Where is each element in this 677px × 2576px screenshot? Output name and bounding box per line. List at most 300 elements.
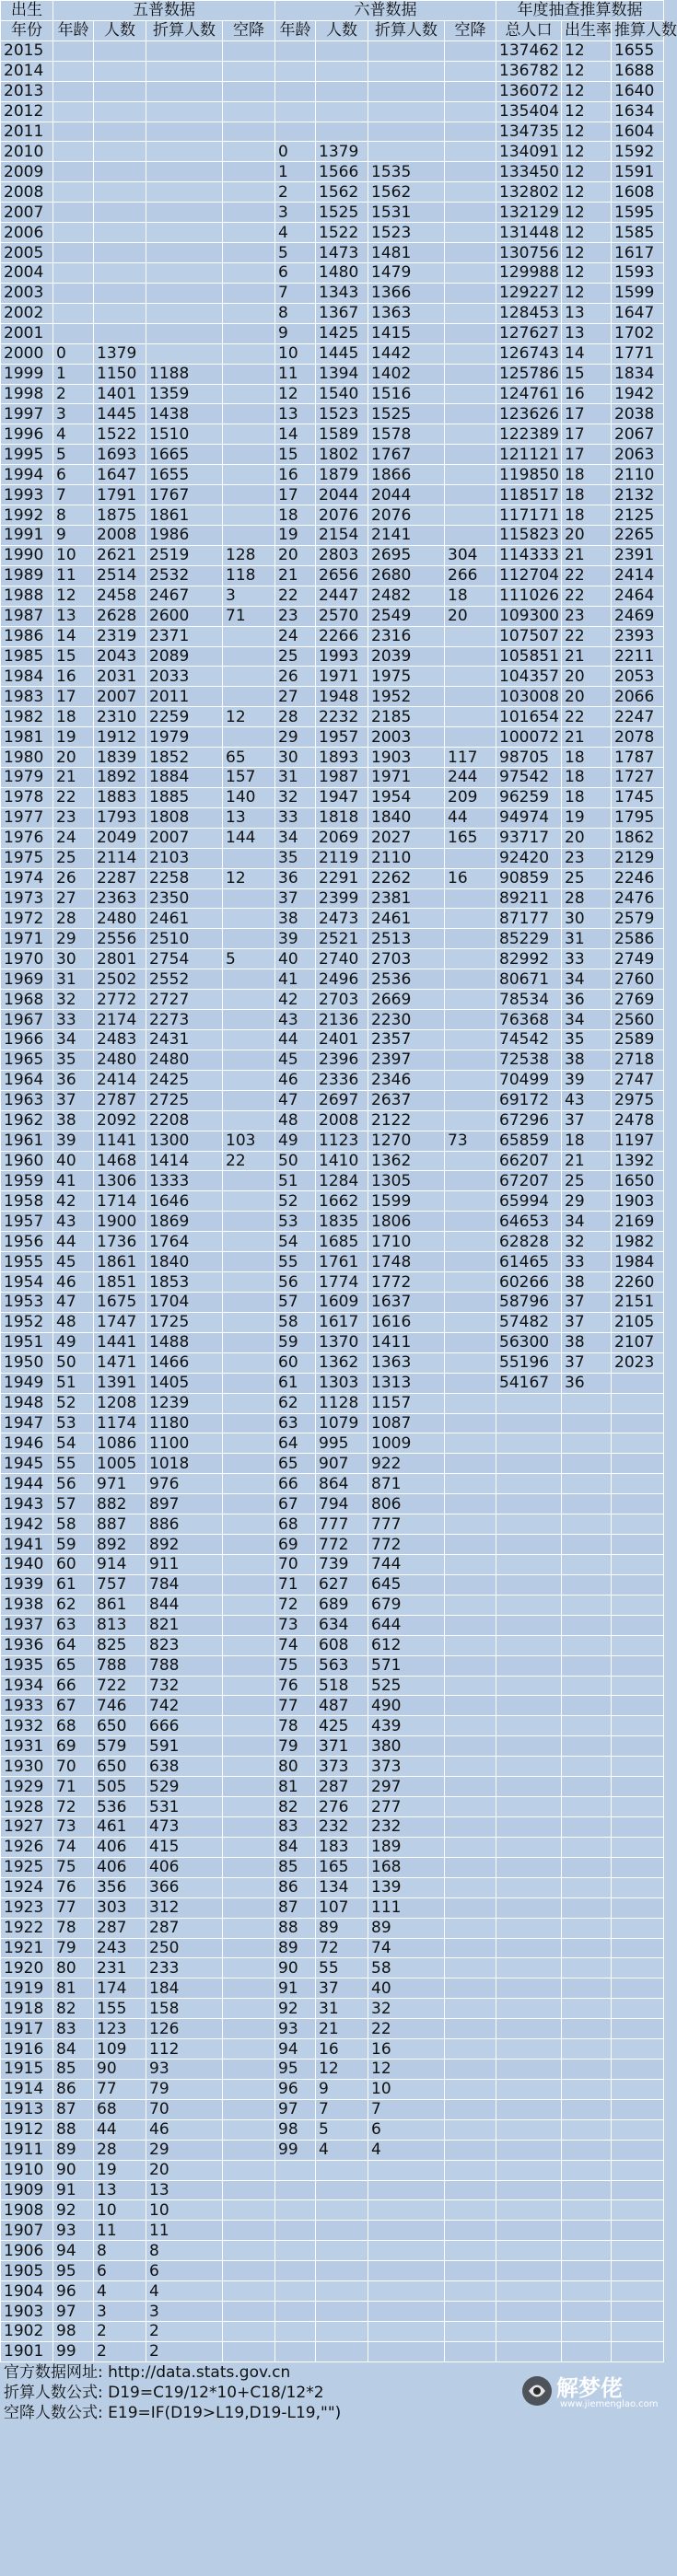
table-row [1, 445, 664, 465]
cell-wupu-people [94, 283, 146, 303]
cell-wupu-gap [223, 1615, 275, 1635]
cell-liupu-gap [445, 1897, 496, 1918]
cell-wupu-gap [223, 1797, 275, 1817]
cell-wupu-converted: 1510 [146, 424, 223, 445]
cell-birth-rate [562, 2261, 612, 2281]
cell-birth-year: 1941 [1, 1535, 53, 1555]
cell-liupu-people: 2703 [316, 990, 368, 1010]
table-row [1, 586, 664, 606]
cell-wupu-gap: 71 [223, 606, 275, 626]
cell-estimated [612, 2241, 664, 2261]
cell-total-population: 112704 [496, 565, 562, 586]
cell-wupu-converted: 250 [146, 1938, 223, 1958]
cell-birth-rate [562, 1999, 612, 2019]
cell-wupu-age: 12 [53, 586, 94, 606]
cell-total-population: 117171 [496, 505, 562, 526]
cell-liupu-gap [445, 445, 496, 465]
cell-birth-rate [562, 1433, 612, 1454]
cell-estimated: 2078 [612, 727, 664, 748]
cell-wupu-people: 2049 [94, 828, 146, 848]
cell-liupu-age: 23 [275, 606, 316, 626]
cell-liupu-people: 1540 [316, 384, 368, 404]
cell-wupu-gap [223, 969, 275, 990]
table-row [1, 1757, 664, 1777]
cell-total-population: 131448 [496, 223, 562, 243]
cell-estimated [612, 2322, 664, 2342]
cell-wupu-converted: 473 [146, 1816, 223, 1837]
table-row [1, 748, 664, 768]
cell-birth-rate [562, 2341, 612, 2361]
cell-birth-rate [562, 1757, 612, 1777]
cell-wupu-gap [223, 2079, 275, 2099]
cell-wupu-gap: 22 [223, 1151, 275, 1171]
cell-liupu-people: 2656 [316, 565, 368, 586]
cell-total-population [496, 1757, 562, 1777]
cell-birth-rate [562, 1918, 612, 1938]
cell-wupu-people: 123 [94, 2019, 146, 2039]
cell-birth-year: 1968 [1, 990, 53, 1010]
cell-total-population [496, 2341, 562, 2361]
cell-birth-year: 2012 [1, 101, 53, 122]
cell-estimated: 2066 [612, 687, 664, 707]
cell-wupu-people: 2458 [94, 586, 146, 606]
table-row [1, 122, 664, 142]
cell-total-population: 90859 [496, 868, 562, 888]
cell-liupu-converted: 2185 [368, 707, 445, 727]
cell-total-population [496, 2200, 562, 2221]
cell-wupu-people: 2480 [94, 909, 146, 929]
cell-wupu-people [94, 41, 146, 61]
cell-wupu-gap [223, 182, 275, 203]
cell-birth-rate [562, 1816, 612, 1837]
cell-liupu-gap [445, 707, 496, 727]
cell-wupu-people: 3 [94, 2302, 146, 2322]
cell-wupu-people: 2114 [94, 848, 146, 868]
cell-birth-rate: 22 [562, 707, 612, 727]
cell-liupu-converted: 1481 [368, 243, 445, 263]
cell-wupu-gap [223, 2261, 275, 2281]
cell-liupu-converted: 168 [368, 1857, 445, 1877]
cell-liupu-people: 1370 [316, 1332, 368, 1352]
cell-estimated [612, 1757, 664, 1777]
cell-wupu-converted: 2 [146, 2322, 223, 2342]
cell-liupu-converted: 612 [368, 1635, 445, 1655]
cell-birth-rate: 31 [562, 929, 612, 949]
cell-wupu-converted: 29 [146, 2140, 223, 2160]
cell-liupu-gap [445, 1272, 496, 1293]
cell-wupu-converted: 13 [146, 2180, 223, 2200]
cell-total-population [496, 1938, 562, 1958]
cell-wupu-gap [223, 626, 275, 646]
cell-liupu-converted: 2027 [368, 828, 445, 848]
cell-birth-rate: 38 [562, 1050, 612, 1070]
cell-liupu-age: 99 [275, 2140, 316, 2160]
cell-estimated: 1604 [612, 122, 664, 142]
cell-birth-year: 1940 [1, 1554, 53, 1574]
cell-estimated [612, 2180, 664, 2200]
cell-total-population: 132802 [496, 182, 562, 203]
table-row [1, 223, 664, 243]
footer [0, 2362, 663, 2423]
cell-liupu-people [316, 2341, 368, 2361]
cell-wupu-gap [223, 1272, 275, 1293]
cell-liupu-gap: 117 [445, 748, 496, 768]
table-row [1, 1393, 664, 1413]
cell-liupu-converted: 58 [368, 1958, 445, 1978]
cell-birth-rate: 38 [562, 1272, 612, 1293]
cell-liupu-gap [445, 243, 496, 263]
cell-birth-year: 1938 [1, 1595, 53, 1615]
cell-birth-rate: 12 [562, 223, 612, 243]
cell-liupu-converted: 571 [368, 1655, 445, 1676]
cell-total-population: 122389 [496, 424, 562, 445]
table-row [1, 949, 664, 969]
cell-wupu-gap [223, 323, 275, 343]
cell-birth-rate: 34 [562, 1010, 612, 1030]
cell-total-population: 85229 [496, 929, 562, 949]
cell-total-population [496, 2261, 562, 2281]
cell-birth-rate [562, 2180, 612, 2200]
cell-liupu-age: 20 [275, 545, 316, 565]
cell-wupu-age [53, 162, 94, 182]
cell-birth-rate [562, 1514, 612, 1535]
cell-wupu-people [94, 262, 146, 283]
cell-wupu-people: 6 [94, 2261, 146, 2281]
cell-wupu-age: 58 [53, 1514, 94, 1535]
cell-liupu-age: 91 [275, 1978, 316, 1999]
cell-wupu-people [94, 203, 146, 223]
cell-wupu-gap [223, 2241, 275, 2261]
cell-liupu-converted: 2549 [368, 606, 445, 626]
cell-liupu-converted: 2262 [368, 868, 445, 888]
cell-wupu-people: 2 [94, 2322, 146, 2342]
table-row [1, 1151, 664, 1171]
cell-liupu-converted: 373 [368, 1757, 445, 1777]
cell-liupu-people: 1761 [316, 1252, 368, 1272]
cell-total-population: 66207 [496, 1151, 562, 1171]
cell-liupu-converted: 439 [368, 1716, 445, 1736]
cell-wupu-people: 892 [94, 1535, 146, 1555]
cell-wupu-people: 1005 [94, 1454, 146, 1474]
table-row [1, 2322, 664, 2342]
cell-liupu-people: 1128 [316, 1393, 368, 1413]
cell-total-population: 62828 [496, 1232, 562, 1252]
cell-birth-rate [562, 1595, 612, 1615]
cell-birth-rate: 12 [562, 122, 612, 142]
cell-liupu-age: 73 [275, 1615, 316, 1635]
cell-wupu-age: 6 [53, 465, 94, 485]
cell-total-population: 118517 [496, 485, 562, 505]
cell-estimated: 2476 [612, 888, 664, 909]
cell-liupu-converted [368, 2261, 445, 2281]
cell-birth-rate: 36 [562, 990, 612, 1010]
cell-wupu-people: 2483 [94, 1030, 146, 1050]
cell-total-population: 135404 [496, 101, 562, 122]
table-row [1, 1978, 664, 1999]
cell-wupu-age [53, 223, 94, 243]
cell-liupu-converted: 1562 [368, 182, 445, 203]
cell-total-population: 67207 [496, 1171, 562, 1191]
cell-wupu-converted [146, 223, 223, 243]
cell-wupu-converted: 1359 [146, 384, 223, 404]
cell-birth-year: 2015 [1, 41, 53, 61]
cell-liupu-people [316, 101, 368, 122]
cell-wupu-converted: 732 [146, 1676, 223, 1696]
table-body [1, 41, 664, 2361]
table-row [1, 41, 664, 61]
cell-liupu-age: 67 [275, 1494, 316, 1514]
cell-wupu-people: 887 [94, 1514, 146, 1535]
cell-total-population: 136782 [496, 61, 562, 81]
cell-total-population: 115823 [496, 525, 562, 545]
cell-birth-year: 2009 [1, 162, 53, 182]
cell-liupu-converted: 2680 [368, 565, 445, 586]
cell-estimated [612, 2119, 664, 2140]
cell-liupu-age: 68 [275, 1514, 316, 1535]
cell-wupu-gap [223, 343, 275, 364]
table-row [1, 2241, 664, 2261]
cell-liupu-converted [368, 41, 445, 61]
cell-liupu-people: 2570 [316, 606, 368, 626]
cell-estimated: 2067 [612, 424, 664, 445]
cell-liupu-converted: 744 [368, 1554, 445, 1574]
cell-total-population: 67296 [496, 1110, 562, 1131]
cell-liupu-age: 7 [275, 283, 316, 303]
cell-wupu-converted: 3 [146, 2302, 223, 2322]
cell-wupu-age: 48 [53, 1312, 94, 1332]
cell-wupu-converted [146, 323, 223, 343]
cell-estimated [612, 1857, 664, 1877]
cell-birth-year: 1979 [1, 768, 53, 788]
cell-total-population [496, 1615, 562, 1635]
cell-wupu-age: 23 [53, 807, 94, 828]
cell-wupu-gap [223, 142, 275, 162]
cell-liupu-age: 49 [275, 1131, 316, 1151]
cell-total-population [496, 1574, 562, 1595]
cell-wupu-age: 42 [53, 1191, 94, 1212]
cell-wupu-age: 4 [53, 424, 94, 445]
table-row [1, 1535, 664, 1555]
table-row [1, 2079, 664, 2099]
cell-wupu-people: 1675 [94, 1293, 146, 1313]
cell-total-population: 125786 [496, 364, 562, 384]
cell-liupu-gap [445, 1474, 496, 1494]
cell-wupu-age: 44 [53, 1232, 94, 1252]
cell-liupu-converted: 74 [368, 1938, 445, 1958]
cell-total-population: 76368 [496, 1010, 562, 1030]
cell-liupu-people: 1425 [316, 323, 368, 343]
cell-birth-rate: 12 [562, 243, 612, 263]
table-row [1, 1110, 664, 1131]
cell-liupu-converted: 139 [368, 1877, 445, 1897]
table-row [1, 1191, 664, 1212]
cell-birth-year: 1991 [1, 525, 53, 545]
table-row [1, 1494, 664, 1514]
cell-liupu-gap [445, 41, 496, 61]
cell-estimated: 1834 [612, 364, 664, 384]
cell-liupu-people [316, 2180, 368, 2200]
cell-wupu-gap [223, 1999, 275, 2019]
cell-liupu-gap [445, 626, 496, 646]
cell-wupu-age: 52 [53, 1393, 94, 1413]
cell-wupu-people: 861 [94, 1595, 146, 1615]
cell-liupu-people: 2697 [316, 1090, 368, 1110]
converted-formula-line: 折算人数公式: D19=C19/12*10+C18/12*2 [4, 2383, 324, 2402]
cell-wupu-age: 59 [53, 1535, 94, 1555]
cell-liupu-age: 44 [275, 1030, 316, 1050]
cell-birth-year: 1906 [1, 2241, 53, 2261]
cell-estimated [612, 1635, 664, 1655]
cell-liupu-gap [445, 2119, 496, 2140]
cell-wupu-age: 2 [53, 384, 94, 404]
cell-wupu-converted: 184 [146, 1978, 223, 1999]
cell-birth-rate: 12 [562, 142, 612, 162]
cell-wupu-age: 91 [53, 2180, 94, 2200]
cell-estimated [612, 1696, 664, 1716]
cell-wupu-converted: 4 [146, 2281, 223, 2302]
table-row [1, 707, 664, 727]
cell-wupu-age: 74 [53, 1837, 94, 1857]
cell-wupu-converted: 1764 [146, 1232, 223, 1252]
cell-liupu-age: 56 [275, 1272, 316, 1293]
cell-liupu-age: 54 [275, 1232, 316, 1252]
cell-wupu-converted: 1239 [146, 1393, 223, 1413]
cell-total-population [496, 2180, 562, 2200]
cell-birth-year: 2002 [1, 303, 53, 323]
cell-liupu-converted: 2141 [368, 525, 445, 545]
cell-birth-year: 2013 [1, 81, 53, 101]
cell-birth-year: 1970 [1, 949, 53, 969]
cell-liupu-age: 3 [275, 203, 316, 223]
table-row [1, 1413, 664, 1433]
cell-total-population [496, 1918, 562, 1938]
cell-total-population: 56300 [496, 1332, 562, 1352]
cell-liupu-age [275, 2200, 316, 2221]
cell-wupu-gap [223, 2281, 275, 2302]
cell-wupu-gap [223, 848, 275, 868]
cell-liupu-people: 1835 [316, 1212, 368, 1232]
cell-liupu-converted: 1952 [368, 687, 445, 707]
cell-birth-rate: 12 [562, 81, 612, 101]
table-row [1, 565, 664, 586]
cell-liupu-age: 5 [275, 243, 316, 263]
cell-total-population: 121121 [496, 445, 562, 465]
table-row [1, 142, 664, 162]
cell-liupu-age: 15 [275, 445, 316, 465]
cell-estimated [612, 1716, 664, 1736]
cell-liupu-age: 33 [275, 807, 316, 828]
cell-wupu-age: 22 [53, 787, 94, 807]
cell-liupu-gap [445, 1514, 496, 1535]
cell-birth-year: 1961 [1, 1131, 53, 1151]
cell-wupu-converted: 1466 [146, 1352, 223, 1373]
cell-total-population [496, 1514, 562, 1535]
cell-birth-rate: 18 [562, 505, 612, 526]
cell-wupu-age [53, 262, 94, 283]
cell-birth-year: 1954 [1, 1272, 53, 1293]
cell-birth-rate: 37 [562, 1293, 612, 1313]
cell-wupu-gap [223, 2119, 275, 2140]
cell-liupu-people: 31 [316, 1999, 368, 2019]
cell-liupu-people: 89 [316, 1918, 368, 1938]
cell-liupu-converted [368, 2341, 445, 2361]
cell-wupu-converted: 2007 [146, 828, 223, 848]
cell-estimated [612, 2060, 664, 2080]
cell-birth-year: 2008 [1, 182, 53, 203]
cell-estimated: 2169 [612, 1212, 664, 1232]
table-row [1, 2039, 664, 2060]
cell-liupu-converted: 1525 [368, 404, 445, 424]
cell-estimated: 1942 [612, 384, 664, 404]
cell-birth-year: 1976 [1, 828, 53, 848]
cell-liupu-people: 1662 [316, 1191, 368, 1212]
cell-wupu-converted: 2 [146, 2341, 223, 2361]
cell-wupu-age: 28 [53, 909, 94, 929]
cell-birth-year: 1913 [1, 2099, 53, 2119]
table-row [1, 888, 664, 909]
cell-estimated: 1617 [612, 243, 664, 263]
cell-liupu-converted: 1270 [368, 1131, 445, 1151]
cell-birth-rate [562, 2322, 612, 2342]
cell-wupu-gap [223, 162, 275, 182]
cell-wupu-people: 231 [94, 1958, 146, 1978]
cell-liupu-age: 61 [275, 1373, 316, 1393]
cell-liupu-age [275, 2180, 316, 2200]
cell-wupu-gap [223, 283, 275, 303]
cell-wupu-people: 536 [94, 1797, 146, 1817]
cell-liupu-gap [445, 1816, 496, 1837]
cell-liupu-converted: 2076 [368, 505, 445, 526]
cell-liupu-people: 772 [316, 1535, 368, 1555]
cell-liupu-age: 9 [275, 323, 316, 343]
cell-liupu-age: 37 [275, 888, 316, 909]
cell-birth-rate: 43 [562, 1090, 612, 1110]
cell-birth-rate [562, 2241, 612, 2261]
table-row [1, 2261, 664, 2281]
cell-estimated [612, 1938, 664, 1958]
cell-liupu-people: 1525 [316, 203, 368, 223]
cell-birth-rate: 20 [562, 667, 612, 687]
cell-wupu-converted: 2754 [146, 949, 223, 969]
cell-liupu-gap [445, 1252, 496, 1272]
cell-birth-rate [562, 2221, 612, 2241]
cell-total-population: 124761 [496, 384, 562, 404]
cell-wupu-converted: 406 [146, 1857, 223, 1877]
cell-liupu-converted: 2316 [368, 626, 445, 646]
cell-liupu-gap [445, 485, 496, 505]
cell-liupu-age [275, 2322, 316, 2342]
cell-wupu-people: 11 [94, 2221, 146, 2241]
cell-wupu-gap [223, 1535, 275, 1555]
cell-birth-rate: 17 [562, 445, 612, 465]
cell-wupu-age [53, 243, 94, 263]
cell-estimated: 2393 [612, 626, 664, 646]
cell-liupu-gap [445, 404, 496, 424]
cell-wupu-converted: 2258 [146, 868, 223, 888]
cell-birth-year: 1967 [1, 1010, 53, 1030]
cell-wupu-gap: 12 [223, 868, 275, 888]
cell-total-population: 54167 [496, 1373, 562, 1393]
cell-birth-rate: 15 [562, 364, 612, 384]
cell-wupu-people: 1471 [94, 1352, 146, 1373]
cell-liupu-converted: 871 [368, 1474, 445, 1494]
cell-liupu-age: 66 [275, 1474, 316, 1494]
cell-liupu-people [316, 2200, 368, 2221]
cell-liupu-people: 1948 [316, 687, 368, 707]
cell-wupu-age: 47 [53, 1293, 94, 1313]
cell-liupu-gap [445, 262, 496, 283]
cell-birth-rate: 22 [562, 626, 612, 646]
